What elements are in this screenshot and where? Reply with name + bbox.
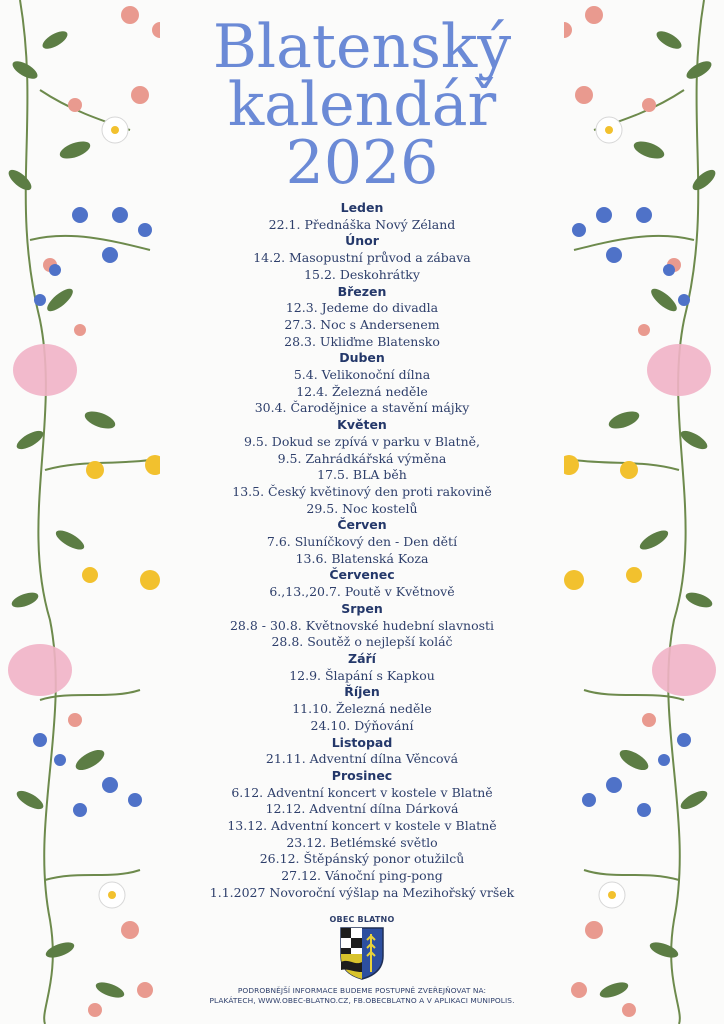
month-heading: Březen xyxy=(337,283,387,299)
crest-label: OBEC BLATNO xyxy=(329,915,395,924)
event-item: 11.10. Železná neděle xyxy=(292,701,432,717)
month-heading: Únor xyxy=(345,233,379,249)
month-heading: Červen xyxy=(337,517,387,533)
event-item: 29.5. Noc kostelů xyxy=(306,500,418,516)
event-item: 9.5. Zahrádkářská výměna xyxy=(277,450,447,466)
event-item: 27.12. Vánoční ping-pong xyxy=(281,868,443,884)
event-item: 17.5. BLA běh xyxy=(317,467,407,483)
event-item: 7.6. Sluníčkový den - Den dětí xyxy=(266,534,458,550)
event-item: 12.9. Šlapání s Kapkou xyxy=(289,667,435,683)
footer-line-1: PODROBNĚJŠÍ INFORMACE BUDEME POSTUPNĚ ZVEŘEJŇOVAT NA: xyxy=(237,986,487,995)
floral-border-right xyxy=(564,0,724,1024)
floral-border-left xyxy=(0,0,160,1024)
month-heading: Leden xyxy=(340,200,384,215)
event-item: 6.12. Adventní koncert v kostele v Blatně xyxy=(231,784,493,800)
month-heading: Listopad xyxy=(331,734,393,750)
event-item: 27.3. Noc s Andersenem xyxy=(284,316,440,332)
month-heading: Říjen xyxy=(344,684,380,700)
event-item: 28.8. Soutěž o nejlepší koláč xyxy=(271,634,453,650)
month-heading: Srpen xyxy=(341,600,383,616)
event-item: 12.4. Železná neděle xyxy=(296,383,428,399)
event-item: 26.12. Štěpánský ponor otužilců xyxy=(259,851,465,867)
title-line-1: Blatenský xyxy=(212,12,512,82)
coat-of-arms-icon xyxy=(339,926,385,980)
month-heading: Prosinec xyxy=(331,767,393,783)
event-item: 13.6. Blatenská Koza xyxy=(295,550,429,566)
event-item: 15.2. Deskohrátky xyxy=(304,266,420,282)
footer-line-2: PLAKÁTECH, WWW.OBEC-BLATNO.CZ, FB.OBECBLATNO A V APLIKACI MUNIPOLIS. xyxy=(209,995,515,1005)
event-item: 21.11. Adventní dílna Věncová xyxy=(265,751,459,767)
floral-illustration-left xyxy=(0,0,160,1024)
event-item: 12.12. Adventní dílna Dárková xyxy=(265,801,459,817)
month-heading: Září xyxy=(348,650,376,666)
month-heading: Duben xyxy=(339,350,385,366)
month-heading: Červenec xyxy=(329,567,395,583)
event-item: 9.5. Dokud se zpívá v parku v Blatně, xyxy=(243,433,480,449)
event-item: 30.4. Čarodějnice a stavění májky xyxy=(254,400,470,416)
event-item: 5.4. Velikonoční dílna xyxy=(293,367,431,383)
event-item: 12.3. Jedeme do divadla xyxy=(285,300,439,316)
event-item: 28.3. Ukliďme Blatensko xyxy=(284,333,440,349)
calendar-content xyxy=(170,12,554,902)
footer-info xyxy=(200,986,524,1005)
floral-illustration-right xyxy=(564,0,724,1024)
event-item: 13.12. Adventní koncert v kostele v Blatně xyxy=(227,818,497,834)
event-item: 14.2. Masopustní průvod a zábava xyxy=(253,250,471,266)
month-list xyxy=(170,200,554,902)
event-item: 6.,13.,20.7. Poutě v Květnově xyxy=(269,584,455,600)
title-year: 2026 xyxy=(285,128,439,198)
title-line-2: kalendář xyxy=(227,70,497,140)
month-heading: Květen xyxy=(337,417,387,433)
event-item: 24.10. Dýňování xyxy=(310,717,414,733)
event-item: 28.8 - 30.8. Květnovské hudební slavnosti xyxy=(229,617,495,633)
municipality-crest xyxy=(312,915,412,984)
event-item: 1.1.2027 Novoroční výšlap na Mezihořský vršek xyxy=(209,884,515,900)
event-item: 23.12. Betlémské světlo xyxy=(286,834,438,850)
event-item: 22.1. Přednáška Nový Zéland xyxy=(268,216,456,232)
event-item: 13.5. Český květinový den proti rakovině xyxy=(232,483,492,499)
